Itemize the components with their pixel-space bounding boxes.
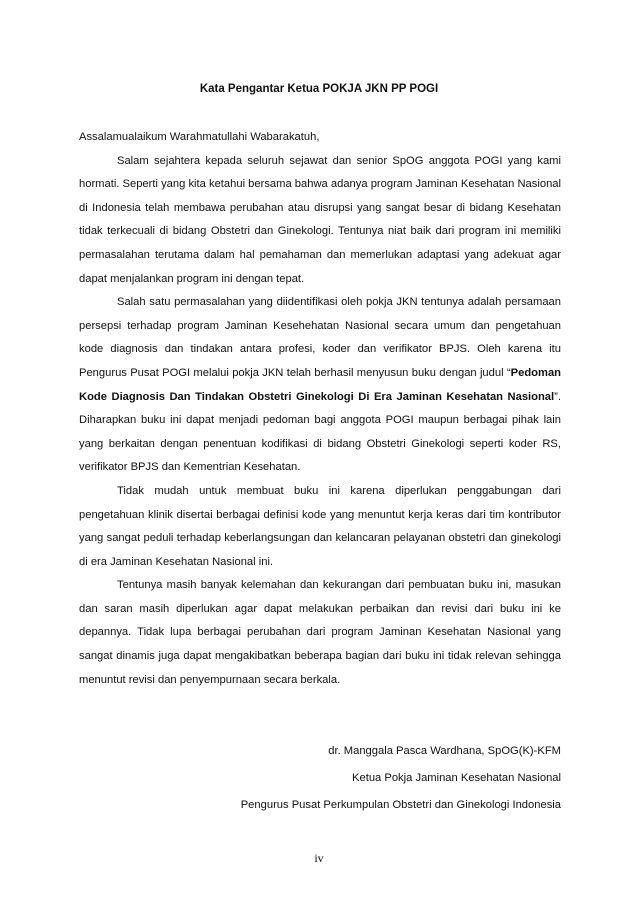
page-title: Kata Pengantar Ketua POKJA JKN PP POGI	[199, 83, 439, 95]
body-text	[79, 126, 561, 692]
signatory-name: dr. Manggala Pasca Wardhana, SpOG(K)-KFM	[328, 745, 561, 757]
paragraph-3: Tidak mudah untuk membuat buku ini karena diperlukan penggabungan dari pengetahuan klinik disertai berbagai definisi kode yang menuntut kerja keras dari tim kontributor yang sangat peduli terhadap keberlangsungan dan kelancaran pelayanan obstetri dan ginekologi di era Jaminan Kesehatan Nasional ini.	[79, 484, 561, 568]
paragraph-1: Salam sejahtera kepada seluruh sejawat dan senior SpOG anggota POGI yang kami hormati. Seperti yang kita ketahui bersama bahwa adanya program Jaminan Kesehatan Nasional di Indonesia telah membawa perubahan atau disrupsi yang sangat besar di bidang Kesehatan tidak terkecuali di bidang Obstetri dan Ginekologi. Tentunya niat baik dari program ini memiliki permasalahan terutama dalam hal pemahaman dan memerlukan adaptasi yang adekuat agar dapat menjalankan program ini dengan tepat.	[79, 154, 561, 285]
signature-block	[241, 738, 561, 819]
signatory-position: Ketua Pokja Jaminan Kesehatan Nasional	[352, 772, 561, 784]
paragraph-2	[79, 291, 561, 480]
greeting: Assalamualaikum Warahmatullahi Wabarakatuh,	[79, 131, 320, 143]
book-title: Pedoman Kode Diagnosis Dan Tindakan Obstetri Ginekologi Di Era Jaminan Kesehatan Nasional	[79, 366, 561, 403]
page-number: iv	[314, 851, 324, 865]
paragraph-2-text-start: Salah satu permasalahan yang diidentifikasi oleh pokja JKN tentunya adalah persamaan persepsi terhadap program Jaminan Kesehehatan Nasional secara umum dan pengetahuan kode diagnosis dan tindakan antara profesi, koder dan verifikator BPJS. Oleh karena itu Pengurus Pusat POGI melalui pokja JKN telah berhasil menyusun buku dengan judul “	[79, 296, 561, 379]
paragraph-2-text-end: ”. Diharapkan buku ini dapat menjadi pedoman bagi anggota POGI maupun berbagai pihak lain yang berkaitan dengan penentuan kodifikasi di bidang Obstetri Ginekologi seperti koder RS, verifikator BPJS dan Kementrian Kesehatan.	[79, 390, 561, 474]
paragraph-4: Tentunya masih banyak kelemahan dan kekurangan dari pembuatan buku ini, masukan dan saran masih diperlukan agar dapat melakukan perbaikan dan revisi dari buku ini ke depannya. Tidak lupa berbagai perubahan dari program Jaminan Kesehatan Nasional yang sangat dinamis juga dapat mengakibatkan beberapa bagian dari buku ini tidak relevan sehingga menuntut revisi dan penyempurnaan secara berkala.	[79, 579, 561, 686]
signatory-organization: Pengurus Pusat Perkumpulan Obstetri dan Ginekologi Indonesia	[240, 799, 561, 811]
